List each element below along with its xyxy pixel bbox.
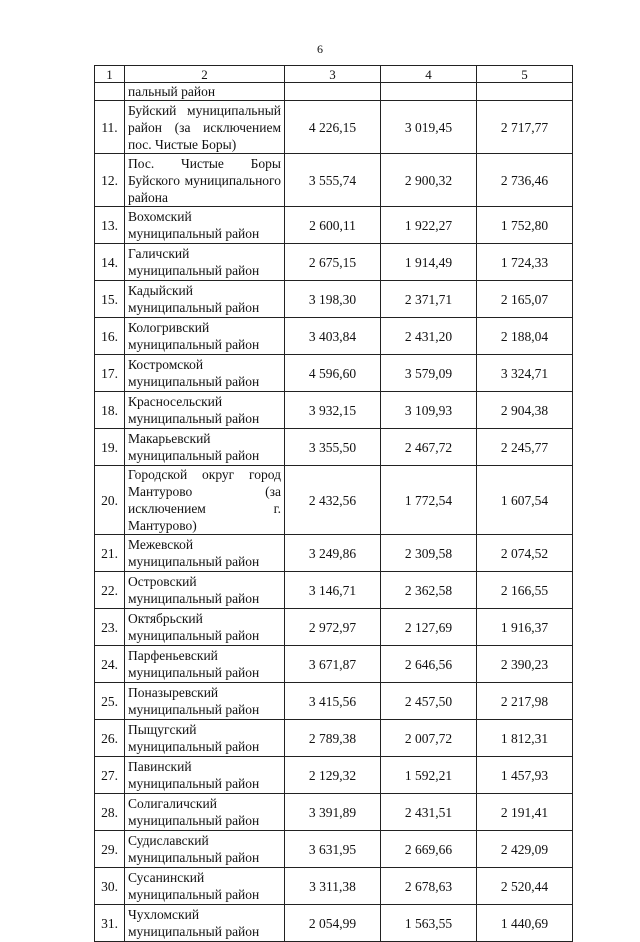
row-number: 31.: [95, 905, 125, 942]
district-name: Костромской муниципальный район: [125, 355, 285, 392]
continuation-text: пальный район: [125, 83, 285, 101]
value-col-4: 1 914,49: [381, 244, 477, 281]
value-col-3: 3 932,15: [285, 392, 381, 429]
value-col-4: 2 127,69: [381, 609, 477, 646]
table-row: [95, 207, 573, 244]
value-col-5: 1 916,37: [477, 609, 573, 646]
value-col-4: 2 362,58: [381, 572, 477, 609]
table-row: [95, 794, 573, 831]
value-col-3: 2 972,97: [285, 609, 381, 646]
row-number: 22.: [95, 572, 125, 609]
district-name: Макарьевский муниципальный район: [125, 429, 285, 466]
table-row: [95, 683, 573, 720]
row-number: 24.: [95, 646, 125, 683]
value-col-4: 2 457,50: [381, 683, 477, 720]
row-number: 20.: [95, 466, 125, 535]
value-col-5: 2 245,77: [477, 429, 573, 466]
table-row: [95, 572, 573, 609]
district-name: Буйский муниципальный район (за исключением пос. Чистые Боры): [125, 101, 285, 154]
column-header-5: 5: [477, 66, 573, 83]
district-name: Межевской муниципальный район: [125, 535, 285, 572]
value-col-3: 3 631,95: [285, 831, 381, 868]
value-col-4: 1 772,54: [381, 466, 477, 535]
column-header-3: 3: [285, 66, 381, 83]
value-col-5: 1 812,31: [477, 720, 573, 757]
value-col-4: 2 007,72: [381, 720, 477, 757]
value-col-3: 2 054,99: [285, 905, 381, 942]
table-header-row: [95, 66, 573, 83]
column-header-2: 2: [125, 66, 285, 83]
value-col-3: 3 198,30: [285, 281, 381, 318]
value-col-3: 3 249,86: [285, 535, 381, 572]
row-number: 16.: [95, 318, 125, 355]
row-number: 28.: [95, 794, 125, 831]
value-col-5: 1 457,93: [477, 757, 573, 794]
district-name: Поназыревский муниципальный район: [125, 683, 285, 720]
cell-empty: [95, 83, 125, 101]
value-col-5: 1 607,54: [477, 466, 573, 535]
row-number: 25.: [95, 683, 125, 720]
value-col-5: 2 904,38: [477, 392, 573, 429]
value-col-5: 2 717,77: [477, 101, 573, 154]
value-col-3: 3 671,87: [285, 646, 381, 683]
value-col-3: 3 403,84: [285, 318, 381, 355]
value-col-5: 1 752,80: [477, 207, 573, 244]
table-row: [95, 720, 573, 757]
value-col-5: 1 440,69: [477, 905, 573, 942]
value-col-5: 2 191,41: [477, 794, 573, 831]
value-col-5: 2 390,23: [477, 646, 573, 683]
value-col-4: 2 900,32: [381, 154, 477, 207]
value-col-4: 2 467,72: [381, 429, 477, 466]
district-name: Островский муниципальный район: [125, 572, 285, 609]
district-name: Сусанинский муниципальный район: [125, 868, 285, 905]
value-col-3: 3 415,56: [285, 683, 381, 720]
value-col-3: 4 596,60: [285, 355, 381, 392]
table-row: [95, 392, 573, 429]
cell-empty: [381, 83, 477, 101]
value-col-3: 3 146,71: [285, 572, 381, 609]
value-col-3: 2 789,38: [285, 720, 381, 757]
value-col-4: 2 431,20: [381, 318, 477, 355]
table-row: [95, 429, 573, 466]
table-row: [95, 609, 573, 646]
value-col-3: 2 432,56: [285, 466, 381, 535]
value-col-4: 3 109,93: [381, 392, 477, 429]
value-col-3: 3 555,74: [285, 154, 381, 207]
table-row: [95, 154, 573, 207]
value-col-5: 2 217,98: [477, 683, 573, 720]
column-header-1: 1: [95, 66, 125, 83]
value-col-4: 1 592,21: [381, 757, 477, 794]
district-name: Вохомский муниципальный район: [125, 207, 285, 244]
district-name: Чухломский муниципальный район: [125, 905, 285, 942]
table-row: [95, 101, 573, 154]
row-number: 23.: [95, 609, 125, 646]
district-name: Кологривский муниципальный район: [125, 318, 285, 355]
value-col-3: 3 311,38: [285, 868, 381, 905]
value-col-4: 2 371,71: [381, 281, 477, 318]
table-row: [95, 831, 573, 868]
district-name: Кадыйский муниципальный район: [125, 281, 285, 318]
row-number: 29.: [95, 831, 125, 868]
district-name: Галичский муниципальный район: [125, 244, 285, 281]
continuation-row: [95, 83, 573, 101]
value-col-3: 2 675,15: [285, 244, 381, 281]
value-col-5: 1 724,33: [477, 244, 573, 281]
value-col-4: 2 646,56: [381, 646, 477, 683]
value-col-3: 3 355,50: [285, 429, 381, 466]
value-col-5: 2 520,44: [477, 868, 573, 905]
table-row: [95, 757, 573, 794]
value-col-3: 3 391,89: [285, 794, 381, 831]
district-name: Солигаличский муниципальный район: [125, 794, 285, 831]
table-row: [95, 905, 573, 942]
page-number: 6: [317, 42, 323, 56]
value-col-4: 3 019,45: [381, 101, 477, 154]
value-col-5: 2 736,46: [477, 154, 573, 207]
value-col-4: 3 579,09: [381, 355, 477, 392]
row-number: 17.: [95, 355, 125, 392]
table-row: [95, 355, 573, 392]
value-col-5: 2 165,07: [477, 281, 573, 318]
value-col-5: 3 324,71: [477, 355, 573, 392]
value-col-3: 2 600,11: [285, 207, 381, 244]
tariff-table: [94, 65, 573, 942]
district-name: Пыщугский муниципальный район: [125, 720, 285, 757]
row-number: 27.: [95, 757, 125, 794]
value-col-4: 2 669,66: [381, 831, 477, 868]
row-number: 19.: [95, 429, 125, 466]
row-number: 15.: [95, 281, 125, 318]
value-col-4: 2 678,63: [381, 868, 477, 905]
value-col-5: 2 429,09: [477, 831, 573, 868]
row-number: 30.: [95, 868, 125, 905]
value-col-3: 2 129,32: [285, 757, 381, 794]
value-col-5: 2 166,55: [477, 572, 573, 609]
table-row: [95, 646, 573, 683]
table-row: [95, 868, 573, 905]
district-name: Октябрьский муниципальный район: [125, 609, 285, 646]
row-number: 26.: [95, 720, 125, 757]
district-name: Городской округ город Мантурово (за исключением г. Мантурово): [125, 466, 285, 535]
district-name: Павинский муниципальный район: [125, 757, 285, 794]
value-col-4: 1 563,55: [381, 905, 477, 942]
cell-empty: [477, 83, 573, 101]
cell-empty: [285, 83, 381, 101]
row-number: 21.: [95, 535, 125, 572]
district-name: Пос. Чистые Боры Буйского муниципального района: [125, 154, 285, 207]
district-name: Красносельский муниципальный район: [125, 392, 285, 429]
table-row: [95, 318, 573, 355]
table-row: [95, 281, 573, 318]
value-col-3: 4 226,15: [285, 101, 381, 154]
value-col-5: 2 188,04: [477, 318, 573, 355]
value-col-5: 2 074,52: [477, 535, 573, 572]
district-name: Парфеньевский муниципальный район: [125, 646, 285, 683]
row-number: 14.: [95, 244, 125, 281]
table-row: [95, 466, 573, 535]
row-number: 12.: [95, 154, 125, 207]
column-header-4: 4: [381, 66, 477, 83]
table-row: [95, 244, 573, 281]
table-row: [95, 535, 573, 572]
district-name: Судиславский муниципальный район: [125, 831, 285, 868]
row-number: 11.: [95, 101, 125, 154]
row-number: 13.: [95, 207, 125, 244]
value-col-4: 2 431,51: [381, 794, 477, 831]
row-number: 18.: [95, 392, 125, 429]
value-col-4: 2 309,58: [381, 535, 477, 572]
value-col-4: 1 922,27: [381, 207, 477, 244]
